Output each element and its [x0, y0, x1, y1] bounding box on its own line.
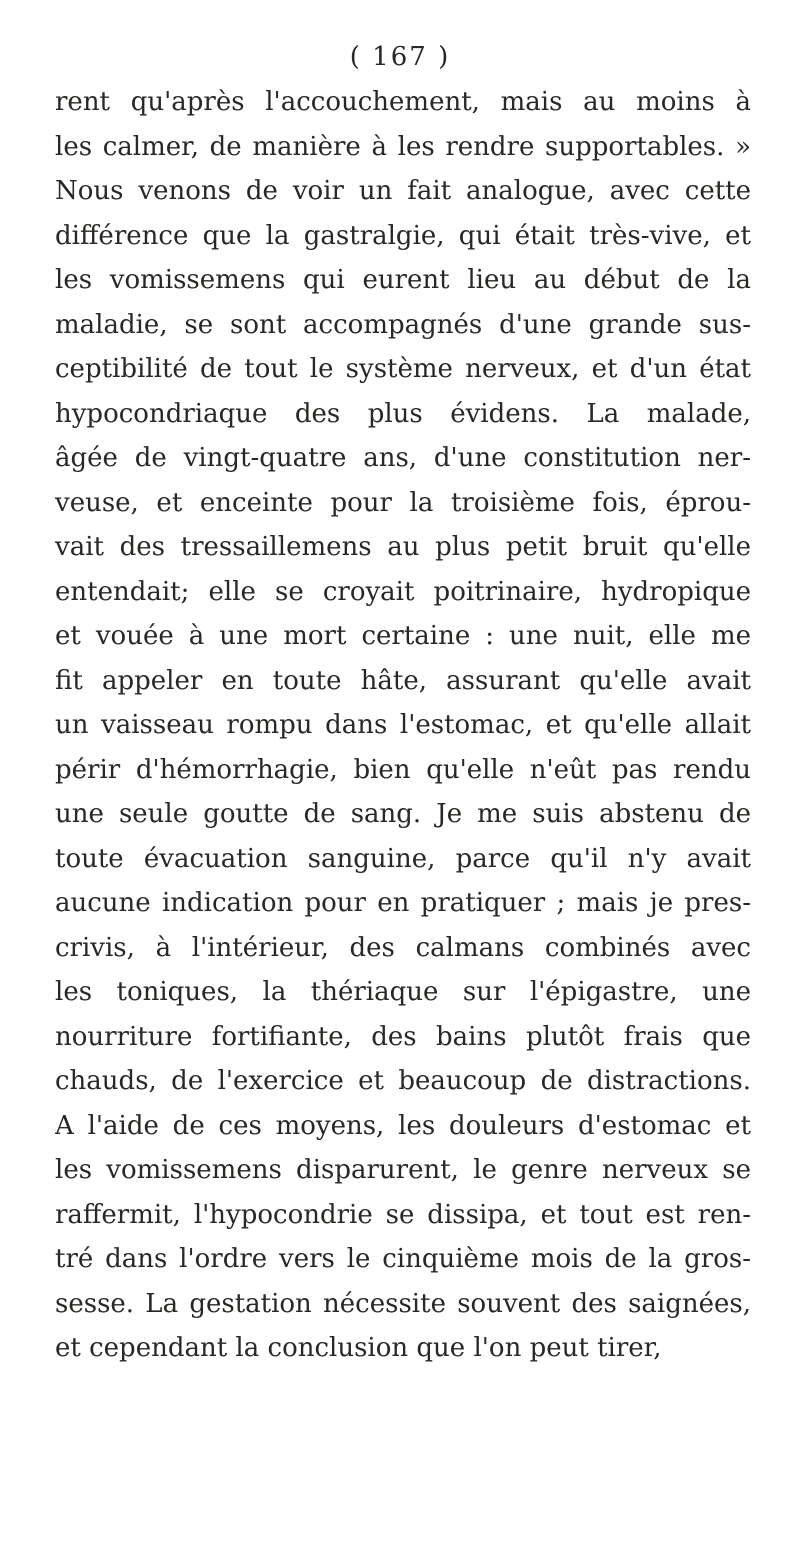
text-line: veuse, et enceinte pour la troisième fois, éprou- — [55, 487, 751, 518]
text-line: et vouée à une mort certaine : une nuit, elle me — [55, 621, 751, 651]
text-line: Nous venons de voir un fait analogue, avec cette — [55, 176, 751, 206]
text-line: âgée de vingt-quatre ans, d'une constitution ner- — [55, 443, 751, 473]
text-line: les calmer, de manière à les rendre supportables. » — [55, 131, 751, 162]
text-line: un vaisseau rompu dans l'estomac, et qu'elle allait — [55, 710, 751, 740]
text-line: vait des tressaillemens au plus petit bruit qu'elle — [55, 532, 751, 562]
text-line: hypocondriaque des plus évidens. La malade, — [55, 398, 751, 429]
text-line: raffermit, l'hypocondrie se dissipa, et tout est ren- — [55, 1199, 751, 1230]
text-line: les toniques, la thériaque sur l'épigastre, une — [55, 977, 751, 1007]
text-line: ceptibilité de tout le système nerveux, et d'un état — [55, 354, 751, 384]
text-line: A l'aide de ces moyens, les douleurs d'estomac et — [55, 1110, 751, 1141]
text-line: rent qu'après l'accouchement, mais au moins à — [55, 87, 751, 117]
text-line: nourriture fortifiante, des bains plutôt frais que — [55, 1021, 751, 1052]
text-line: toute évacuation sanguine, parce qu'il n'y avait — [55, 843, 751, 874]
text-line: périr d'hémorrhagie, bien qu'elle n'eût pas rendu — [55, 754, 751, 785]
text-line: entendait; elle se croyait poitrinaire, hydropique — [55, 576, 751, 607]
text-line: sesse. La gestation nécessite souvent des saignées, — [55, 1288, 751, 1319]
text-line: crivis, à l'intérieur, des calmans combinés avec — [55, 932, 751, 963]
text-line: aucune indication pour en pratiquer ; mais je pres- — [55, 888, 751, 918]
page-number: ( 167 ) — [349, 42, 451, 72]
text-line: fit appeler en toute hâte, assurant qu'elle avait — [55, 665, 751, 696]
text-line: tré dans l'ordre vers le cinquième mois de la gros- — [55, 1244, 751, 1274]
text-line: une seule goutte de sang. Je me suis abstenu de — [55, 799, 751, 829]
body-text — [55, 80, 751, 1371]
text-line: et cependant la conclusion que l'on peut tirer, — [55, 1333, 662, 1363]
text-line: maladie, se sont accompagnés d'une grande sus- — [55, 309, 751, 340]
text-line: les vomissemens qui eurent lieu au début de la — [55, 265, 751, 295]
text-line: les vomissemens disparurent, le genre nerveux se — [55, 1155, 751, 1185]
text-line: chauds, de l'exercice et beaucoup de distractions. — [55, 1066, 751, 1096]
text-line: différence que la gastralgie, qui était très-vive, et — [55, 220, 751, 251]
